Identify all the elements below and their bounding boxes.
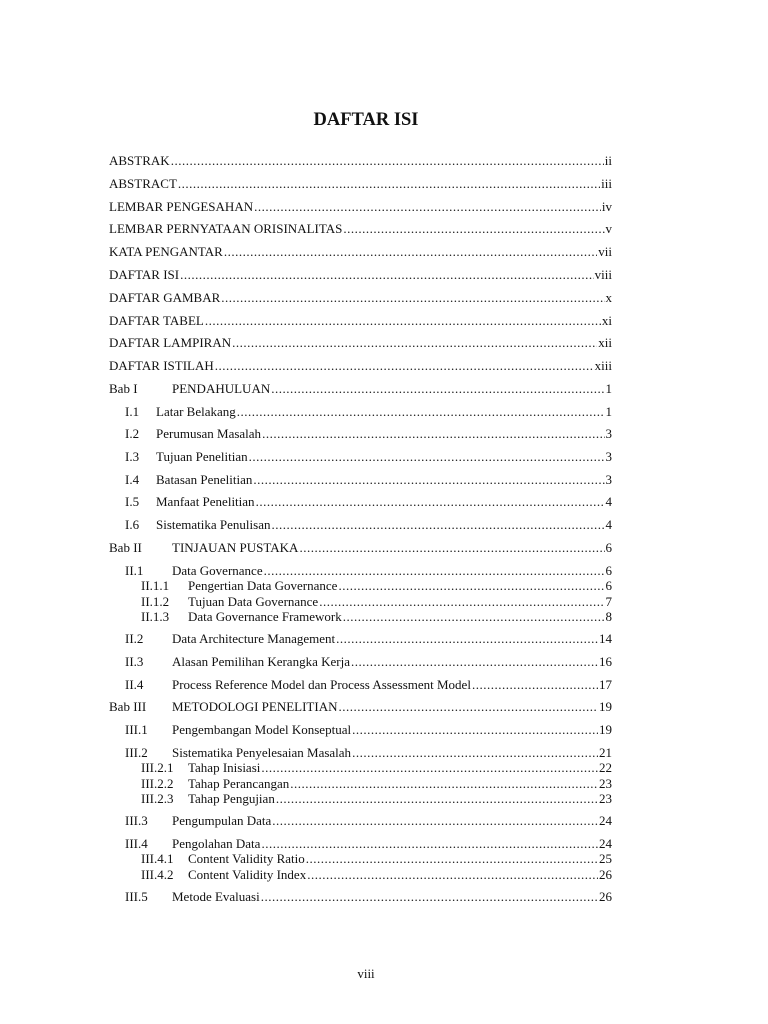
toc-dot-leader (271, 517, 604, 533)
toc-entry-title: Pengertian Data Governance (188, 578, 338, 593)
toc-entry-title: Tujuan Penelitian (156, 449, 248, 464)
toc-entry-number: II.2 (125, 631, 144, 646)
toc-dot-leader (215, 358, 594, 374)
toc-dot-leader (253, 472, 604, 488)
toc-entry-number: III.2.2 (141, 776, 174, 791)
toc-dot-leader (180, 267, 594, 283)
toc-entry (125, 745, 612, 761)
toc-entry-number: III.2.1 (141, 760, 174, 775)
toc-entry-page: 6 (605, 563, 612, 578)
toc-entry-number: I.5 (125, 494, 140, 509)
toc-dot-leader (338, 578, 604, 594)
toc-entry (109, 540, 612, 556)
toc-dot-leader (319, 594, 604, 610)
toc-dot-leader (178, 176, 600, 192)
toc-entry (125, 472, 612, 488)
toc-dot-leader (276, 791, 598, 807)
toc-entry-title: Data Governance (172, 563, 263, 578)
toc-entry-title: PENDAHULUAN (172, 381, 271, 396)
toc-entry-number: Bab II (109, 540, 142, 555)
toc-entry (125, 722, 612, 738)
toc-entry-number: II.1.1 (141, 578, 170, 593)
toc-entry-page: vii (598, 244, 612, 259)
toc-dot-leader (224, 244, 597, 260)
toc-entry-page: iv (601, 199, 612, 214)
toc-entry-title: Data Governance Framework (188, 609, 342, 624)
toc-dot-leader (299, 540, 604, 556)
toc-entry-title: DAFTAR GAMBAR (109, 290, 221, 305)
toc-entry-number: I.4 (125, 472, 140, 487)
toc-dot-leader (290, 776, 598, 792)
toc-entry-title: Sistematika Penyelesaian Masalah (172, 745, 352, 760)
toc-entry-number: III.2.3 (141, 791, 174, 806)
toc-entry-number: I.1 (125, 404, 140, 419)
toc-entry-title: Content Validity Index (188, 867, 307, 882)
toc-entry-title: Tahap Perancangan (188, 776, 290, 791)
toc-entry (109, 244, 612, 260)
toc-entry-title: DAFTAR TABEL (109, 313, 204, 328)
toc-entry-title: Manfaat Penelitian (156, 494, 255, 509)
toc-entry (109, 313, 612, 329)
toc-entry-page: 7 (605, 594, 612, 609)
toc-dot-leader (264, 563, 605, 579)
toc-dot-leader (343, 609, 605, 625)
toc-entry (141, 776, 612, 792)
toc-entry-title: Pengolahan Data (172, 836, 261, 851)
toc-entry (109, 267, 612, 283)
toc-entry-page: 21 (599, 745, 612, 760)
toc-entry (109, 335, 612, 351)
toc-entry (141, 578, 612, 594)
toc-entry (141, 867, 612, 883)
toc-entry (141, 791, 612, 807)
toc-entry-page: 24 (599, 836, 612, 851)
toc-dot-leader (261, 889, 598, 905)
toc-dot-leader (171, 153, 604, 169)
toc-entry-page: 14 (599, 631, 612, 646)
toc-entry-page: 4 (605, 517, 612, 532)
toc-entry-page: xiii (594, 358, 612, 373)
toc-entry (125, 836, 612, 852)
toc-entry-number: III.4 (125, 836, 148, 851)
toc-entry (109, 153, 612, 169)
toc-entry-page: 22 (599, 760, 612, 775)
toc-entry-title: KATA PENGANTAR (109, 244, 223, 259)
toc-entry (125, 813, 612, 829)
toc-entry-title: ABSTRACT (109, 176, 177, 191)
toc-entry-number: Bab III (109, 699, 147, 714)
toc-entry-number: III.1 (125, 722, 148, 737)
toc-dot-leader (256, 494, 605, 510)
toc-entry-title: Perumusan Masalah (156, 426, 262, 441)
toc-dot-leader (343, 221, 604, 237)
toc-entry-number: II.1.3 (141, 609, 170, 624)
toc-entry-title: ABSTRAK (109, 153, 170, 168)
toc-entry-title: TINJAUAN PUSTAKA (172, 540, 299, 555)
toc-entry-title: Alasan Pemilihan Kerangka Kerja (172, 654, 350, 669)
toc-entry-page: 4 (605, 494, 612, 509)
toc-entry (125, 494, 612, 510)
toc-dot-leader (306, 851, 598, 867)
toc-entry-page: viii (594, 267, 612, 282)
toc-entry-page: 1 (605, 381, 612, 396)
toc-entry-page: 6 (605, 540, 612, 555)
toc-entry-page: 24 (599, 813, 612, 828)
toc-entry-number: Bab I (109, 381, 138, 396)
toc-entry-title: Pengembangan Model Konseptual (172, 722, 352, 737)
toc-entry-title: LEMBAR PERNYATAAN ORISINALITAS (109, 221, 343, 236)
toc-entry (125, 404, 612, 420)
toc-entry-page: 25 (599, 851, 612, 866)
toc-entry-number: II.1.2 (141, 594, 170, 609)
toc-entry-page: xi (601, 313, 612, 328)
toc-entry-number: III.2 (125, 745, 148, 760)
toc-entry-page: iii (601, 176, 612, 191)
toc-dot-leader (307, 867, 598, 883)
toc-entry (125, 449, 612, 465)
toc-entry (125, 517, 612, 533)
toc-entry-number: II.1 (125, 563, 144, 578)
toc-entry-number: I.6 (125, 517, 140, 532)
toc-dot-leader (221, 290, 604, 306)
toc-entry-title: Tahap Pengujian (188, 791, 275, 806)
toc-dot-leader (472, 677, 598, 693)
toc-entry-page: 26 (599, 889, 612, 904)
toc-entry-page: 16 (599, 654, 612, 669)
toc-entry-page: 23 (599, 776, 612, 791)
toc-entry (109, 199, 612, 215)
toc-entry-title: Tujuan Data Governance (188, 594, 319, 609)
toc-dot-leader (336, 631, 598, 647)
toc-entry-title: Process Reference Model dan Process Assessment Model (172, 677, 471, 692)
toc-entry-title: Sistematika Penulisan (156, 517, 271, 532)
toc-entry-number: I.2 (125, 426, 140, 441)
toc-entry-page: ii (604, 153, 612, 168)
toc-entry-page: x (605, 290, 612, 305)
toc-entry-title: Latar Belakang (156, 404, 236, 419)
toc-entry-page: 3 (605, 472, 612, 487)
toc-entry (109, 358, 612, 374)
toc-entry-number: II.4 (125, 677, 144, 692)
toc-dot-leader (271, 381, 604, 397)
toc-entry-page: 6 (605, 578, 612, 593)
toc-dot-leader (237, 404, 605, 420)
toc-dot-leader (254, 199, 601, 215)
toc-dot-leader (352, 745, 598, 761)
toc-entry-page: 3 (605, 449, 612, 464)
toc-entry-page: 1 (605, 404, 612, 419)
toc-dot-leader (262, 426, 604, 442)
toc-entry-page: 23 (599, 791, 612, 806)
toc-entry (109, 381, 612, 397)
toc-entry (141, 594, 612, 610)
toc-entry-title: Batasan Penelitian (156, 472, 253, 487)
toc-entry-page: 17 (599, 677, 612, 692)
toc-entry-number: III.5 (125, 889, 148, 904)
toc-dot-leader (205, 313, 601, 329)
toc-entry (125, 889, 612, 905)
toc-dot-leader (351, 654, 598, 670)
toc-dot-leader (338, 699, 598, 715)
toc-entry-title: Tahap Inisiasi (188, 760, 261, 775)
toc-entry-page: 26 (599, 867, 612, 882)
toc-dot-leader (352, 722, 598, 738)
toc-entry-page: xii (598, 335, 612, 350)
page-title: DAFTAR ISI (313, 110, 419, 130)
toc-entry (125, 677, 612, 693)
toc-entry-page: 8 (605, 609, 612, 624)
toc-entry-page: 19 (599, 699, 612, 714)
toc-entry-title: Metode Evaluasi (172, 889, 260, 904)
toc-entry (109, 221, 612, 237)
page-number: viii (357, 966, 375, 981)
toc-entry-title: LEMBAR PENGESAHAN (109, 199, 254, 214)
toc-entry-title: DAFTAR ISTILAH (109, 358, 214, 373)
toc-entry-number: III.4.2 (141, 867, 174, 882)
toc-entry-title: Pengumpulan Data (172, 813, 272, 828)
toc-entry-title: DAFTAR ISI (109, 267, 180, 282)
toc-entry (141, 760, 612, 776)
toc-entry (125, 426, 612, 442)
toc-entry-title: Data Architecture Management (172, 631, 336, 646)
toc-entry-title: DAFTAR LAMPIRAN (109, 335, 232, 350)
toc-dot-leader (261, 836, 598, 852)
toc-entry (141, 609, 612, 625)
toc-entry (125, 631, 612, 647)
toc-dot-leader (272, 813, 598, 829)
toc-dot-leader (261, 760, 598, 776)
toc-entry-number: III.3 (125, 813, 148, 828)
toc-entry (109, 699, 612, 715)
toc-entry (125, 654, 612, 670)
toc-entry-title: METODOLOGI PENELITIAN (172, 699, 338, 714)
toc-entry-number: II.3 (125, 654, 144, 669)
toc-dot-leader (232, 335, 597, 351)
toc-dot-leader (249, 449, 605, 465)
toc-entry-number: III.4.1 (141, 851, 174, 866)
toc-entry (109, 290, 612, 306)
toc-entry-page: 19 (599, 722, 612, 737)
toc-entry (141, 851, 612, 867)
toc-entry-page: v (605, 221, 612, 236)
toc-entry (109, 176, 612, 192)
toc-entry (125, 563, 612, 579)
toc-entry-number: I.3 (125, 449, 140, 464)
toc-entry-page: 3 (605, 426, 612, 441)
toc-entry-title: Content Validity Ratio (188, 851, 305, 866)
